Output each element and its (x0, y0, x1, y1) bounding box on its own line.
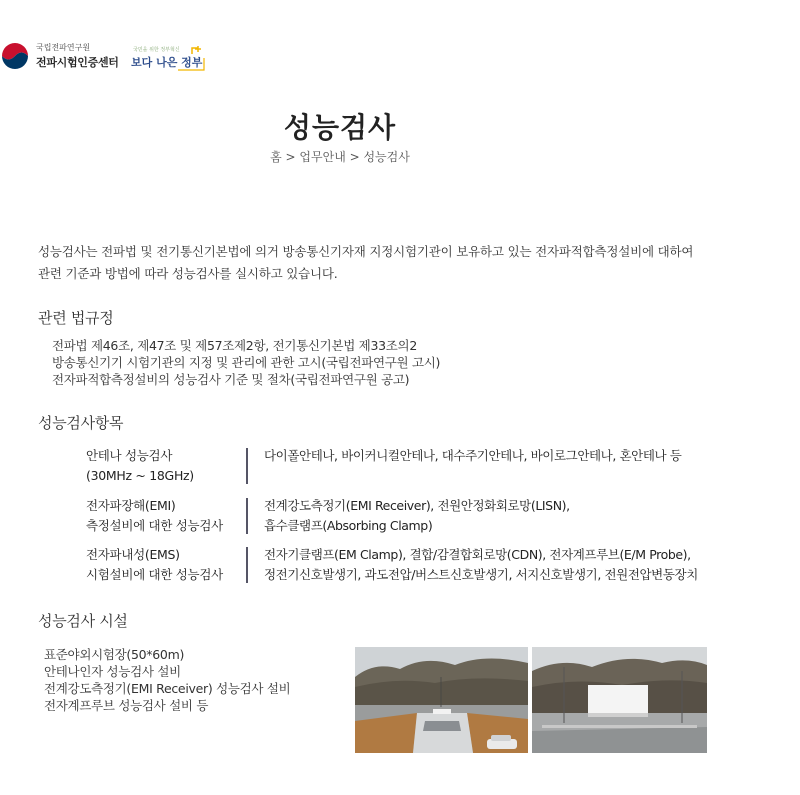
slogan-text: 보다 나은 정부 (131, 56, 203, 69)
inspection-item-desc (264, 496, 570, 536)
intro-paragraph (38, 241, 758, 285)
inspection-item-name (86, 496, 223, 536)
item-divider (246, 547, 248, 583)
facility-photo-test-shelter (532, 647, 707, 753)
facility-photo-open-area-test-site (355, 647, 528, 753)
item-name-line: 전자파내성(EMS) (86, 547, 180, 562)
facility-item: 전계강도측정기(EMI Receiver) 성능검사 설비 (44, 681, 291, 696)
org-parent-name: 국립전파연구원 (36, 43, 91, 52)
inspection-item-desc (264, 545, 698, 585)
item-divider (246, 498, 248, 534)
intro-line: 성능검사는 전파법 및 전기통신기본법에 의거 방송통신기자재 지정시험기관이 보유하고 있는 전자파적합측정설비에 대하여 (38, 244, 694, 259)
org-name[interactable]: 전파시험인증센터 (36, 56, 119, 69)
section-title-inspection: 성능검사항목 (38, 414, 124, 432)
facility-item: 안테나인자 성능검사 설비 (44, 664, 181, 679)
slogan-subtitle: 국민을 위한 정부혁신 (133, 47, 180, 53)
section-title-laws: 관련 법규정 (38, 309, 114, 327)
inspection-item-desc (264, 446, 681, 466)
inspection-item-name (86, 446, 194, 486)
item-desc-line: 다이폴안테나, 바이커니컬안테나, 대수주기안테나, 바이로그안테나, 혼안테나 등 (264, 448, 682, 463)
facility-item: 표준야외시험장(50*60m) (44, 647, 185, 662)
item-name-line: 안테나 성능검사 (86, 448, 173, 463)
item-name-line: (30MHz ~ 18GHz) (86, 468, 194, 483)
inspection-item-name (86, 545, 223, 585)
breadcrumb[interactable]: 홈 > 업무안내 > 성능검사 (270, 150, 410, 164)
law-item: 전자파적합측정설비의 성능검사 기준 및 절차(국립전파연구원 공고) (52, 372, 410, 387)
page-title: 성능검사 (283, 111, 397, 144)
item-name-line: 측정설비에 대한 성능검사 (86, 518, 223, 533)
item-name-line: 시험설비에 대한 성능검사 (86, 567, 223, 582)
law-item: 전파법 제46조, 제47조 및 제57조제2항, 전기통신기본법 제33조의2 (52, 338, 417, 353)
item-desc-line: 정전기신호발생기, 과도전압/버스트신호발생기, 서지신호발생기, 전원전압변동장치 (264, 567, 698, 582)
section-title-facility: 성능검사 시설 (38, 612, 128, 630)
intro-line: 관련 기준과 방법에 따라 성능검사를 실시하고 있습니다. (38, 266, 338, 281)
item-desc-line: 전계강도측정기(EMI Receiver), 전원안정화회로망(LISN), (264, 498, 570, 513)
item-desc-line: 흡수클램프(Absorbing Clamp) (264, 518, 433, 533)
law-item: 방송통신기기 시험기관의 지정 및 관리에 관한 고시(국립전파연구원 고시) (52, 355, 441, 370)
item-name-line: 전자파장해(EMI) (86, 498, 176, 513)
facility-item: 전자계프루브 성능검사 설비 등 (44, 698, 209, 713)
item-desc-line: 전자기클램프(EM Clamp), 결합/감결합회로망(CDN), 전자계프루브(E/M Probe), (264, 547, 691, 562)
item-divider (246, 448, 248, 484)
